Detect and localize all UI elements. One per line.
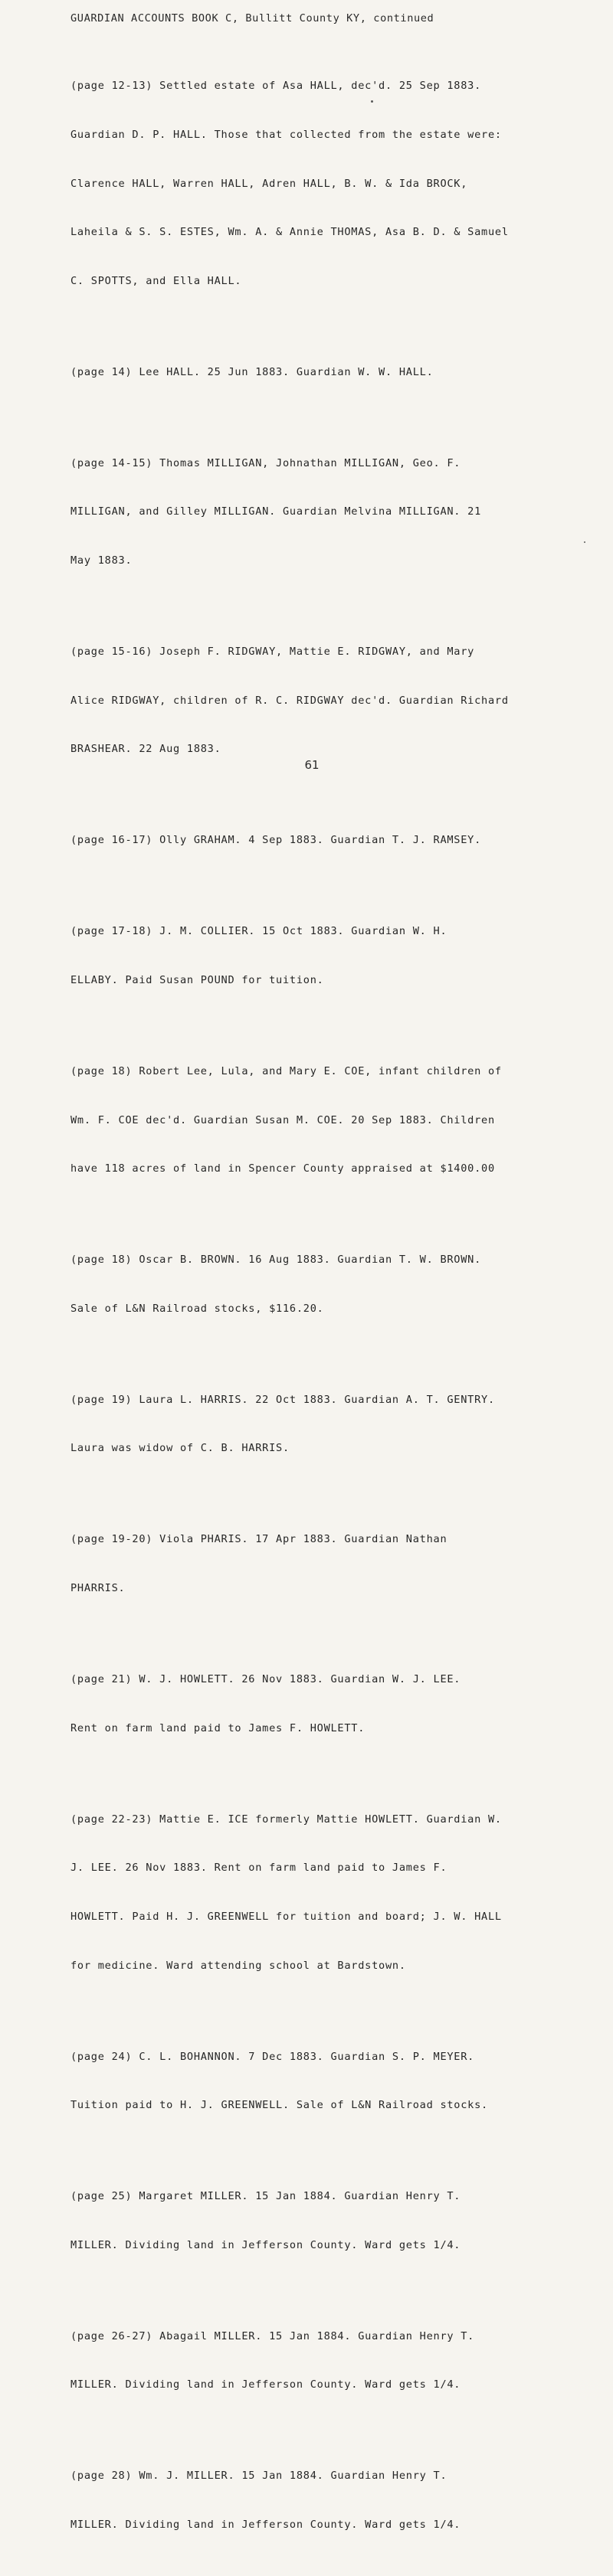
entry-page-25 [70,2156,599,2287]
entry-line: (page 19-20) Viola PHARIS. 17 Apr 1883. Guardian Nathan [70,1533,447,1546]
entry-page-16-17 [70,800,599,881]
entry-line: (page 14) Lee HALL. 25 Jun 1883. Guardian W. W. HALL. [70,365,434,378]
entry-line: (page 14-15) Thomas MILLIGAN, Johnathan MILLIGAN, Geo. F. [70,456,461,469]
entry-page-18-brown [70,1220,599,1350]
entry-line: Guardian D. P. HALL. Those that collected from the estate were: [70,129,502,142]
entry-page-18-coe [70,1031,599,1210]
entry-line: May 1883. [70,554,133,567]
entry-line: MILLER. Dividing land in Jefferson County. Ward gets 1/4. [70,2519,461,2532]
entry-page-28 [70,2436,599,2566]
entry-line: HOWLETT. Paid H. J. GREENWELL for tuition and board; J. W. HALL [70,1910,502,1923]
entry-line: (page 16-17) Olly GRAHAM. 4 Sep 1883. Guardian T. J. RAMSEY. [70,834,482,847]
entry-line: (page 12-13) Settled estate of Asa HALL, dec'd. 25 Sep 1883. [70,80,482,93]
entry-line: (page 26-27) Abagail MILLER. 15 Jan 1884. Guardian Henry T. [70,2329,475,2342]
entry-line: for medicine. Ward attending school at Bardstown. [70,1959,406,1972]
entry-line: Tuition paid to H. J. GREENWELL. Sale of L&N Railroad stocks. [70,2099,488,2112]
entry-page-14 [70,332,599,413]
entry-page-19-20 [70,1499,599,1630]
entry-line: (page 24) C. L. BOHANNON. 7 Dec 1883. Guardian S. P. MEYER. [70,2050,475,2063]
page-number: 61 [304,758,320,772]
entry-line: (page 21) W. J. HOWLETT. 26 Nov 1883. Guardian W. J. LEE. [70,1673,461,1686]
scan-speck [584,541,585,543]
entry-line: have 118 acres of land in Spencer County appraised at $1400.00 [70,1162,495,1175]
scan-speck [371,100,373,103]
entry-line: (page 18) Oscar B. BROWN. 16 Aug 1883. Guardian T. W. BROWN. [70,1254,482,1267]
entry-line: Sale of L&N Railroad stocks, $116.20. [70,1302,324,1315]
entry-page-26-27 [70,2296,599,2426]
entry-line: (page 18) Robert Lee, Lula, and Mary E. COE, infant children of [70,1064,502,1077]
entry-line: PHARRIS. [70,1582,126,1595]
entry-list [70,46,599,2576]
entry-page-19 [70,1359,599,1489]
entry-page-14-15 [70,423,599,601]
entry-page-15-16 [70,612,599,790]
entry-line: Rent on farm land paid to James F. HOWLETT. [70,1721,366,1734]
entry-line: MILLER. Dividing land in Jefferson County. Ward gets 1/4. [70,2238,461,2251]
entry-line: (page 17-18) J. M. COLLIER. 15 Oct 1883. Guardian W. H. [70,925,447,938]
entry-line: (page 28) Wm. J. MILLER. 15 Jan 1884. Guardian Henry T. [70,2470,447,2483]
entry-line: Clarence HALL, Warren HALL, Adren HALL, B. W. & Ida BROCK, [70,177,468,190]
entry-line: (page 22-23) Mattie E. ICE formerly Mattie HOWLETT. Guardian W. [70,1813,502,1826]
entry-line: MILLIGAN, and Gilley MILLIGAN. Guardian Melvina MILLIGAN. 21 [70,505,482,518]
entry-page-21 [70,1639,599,1770]
entry-page-24 [70,2016,599,2146]
entry-page-12-13 [70,46,599,322]
entry-line: J. LEE. 26 Nov 1883. Rent on farm land paid to James F. [70,1862,447,1875]
entry-line: MILLER. Dividing land in Jefferson County. Ward gets 1/4. [70,2378,461,2391]
entry-page-22-23 [70,1779,599,2006]
entry-line: BRASHEAR. 22 Aug 1883. [70,743,221,756]
entry-page-17-18 [70,891,599,1022]
entry-line: (page 15-16) Joseph F. RIDGWAY, Mattie E. RIDGWAY, and Mary [70,646,475,659]
page-header: GUARDIAN ACCOUNTS BOOK C, Bullitt County KY, continued [70,12,434,25]
entry-line: Laura was widow of C. B. HARRIS. [70,1442,290,1455]
entry-line: (page 19) Laura L. HARRIS. 22 Oct 1883. Guardian A. T. GENTRY. [70,1393,495,1406]
entry-line: Wm. F. COE dec'd. Guardian Susan M. COE. 20 Sep 1883. Children [70,1113,495,1126]
entry-line: C. SPOTTS, and Ella HALL. [70,274,242,287]
entry-line: ELLABY. Paid Susan POUND for tuition. [70,973,324,986]
entry-line: (page 25) Margaret MILLER. 15 Jan 1884. Guardian Henry T. [70,2190,461,2203]
entry-line: Alice RIDGWAY, children of R. C. RIDGWAY dec'd. Guardian Richard [70,694,509,707]
entry-line: Laheila & S. S. ESTES, Wm. A. & Annie THOMAS, Asa B. D. & Samuel [70,226,509,239]
